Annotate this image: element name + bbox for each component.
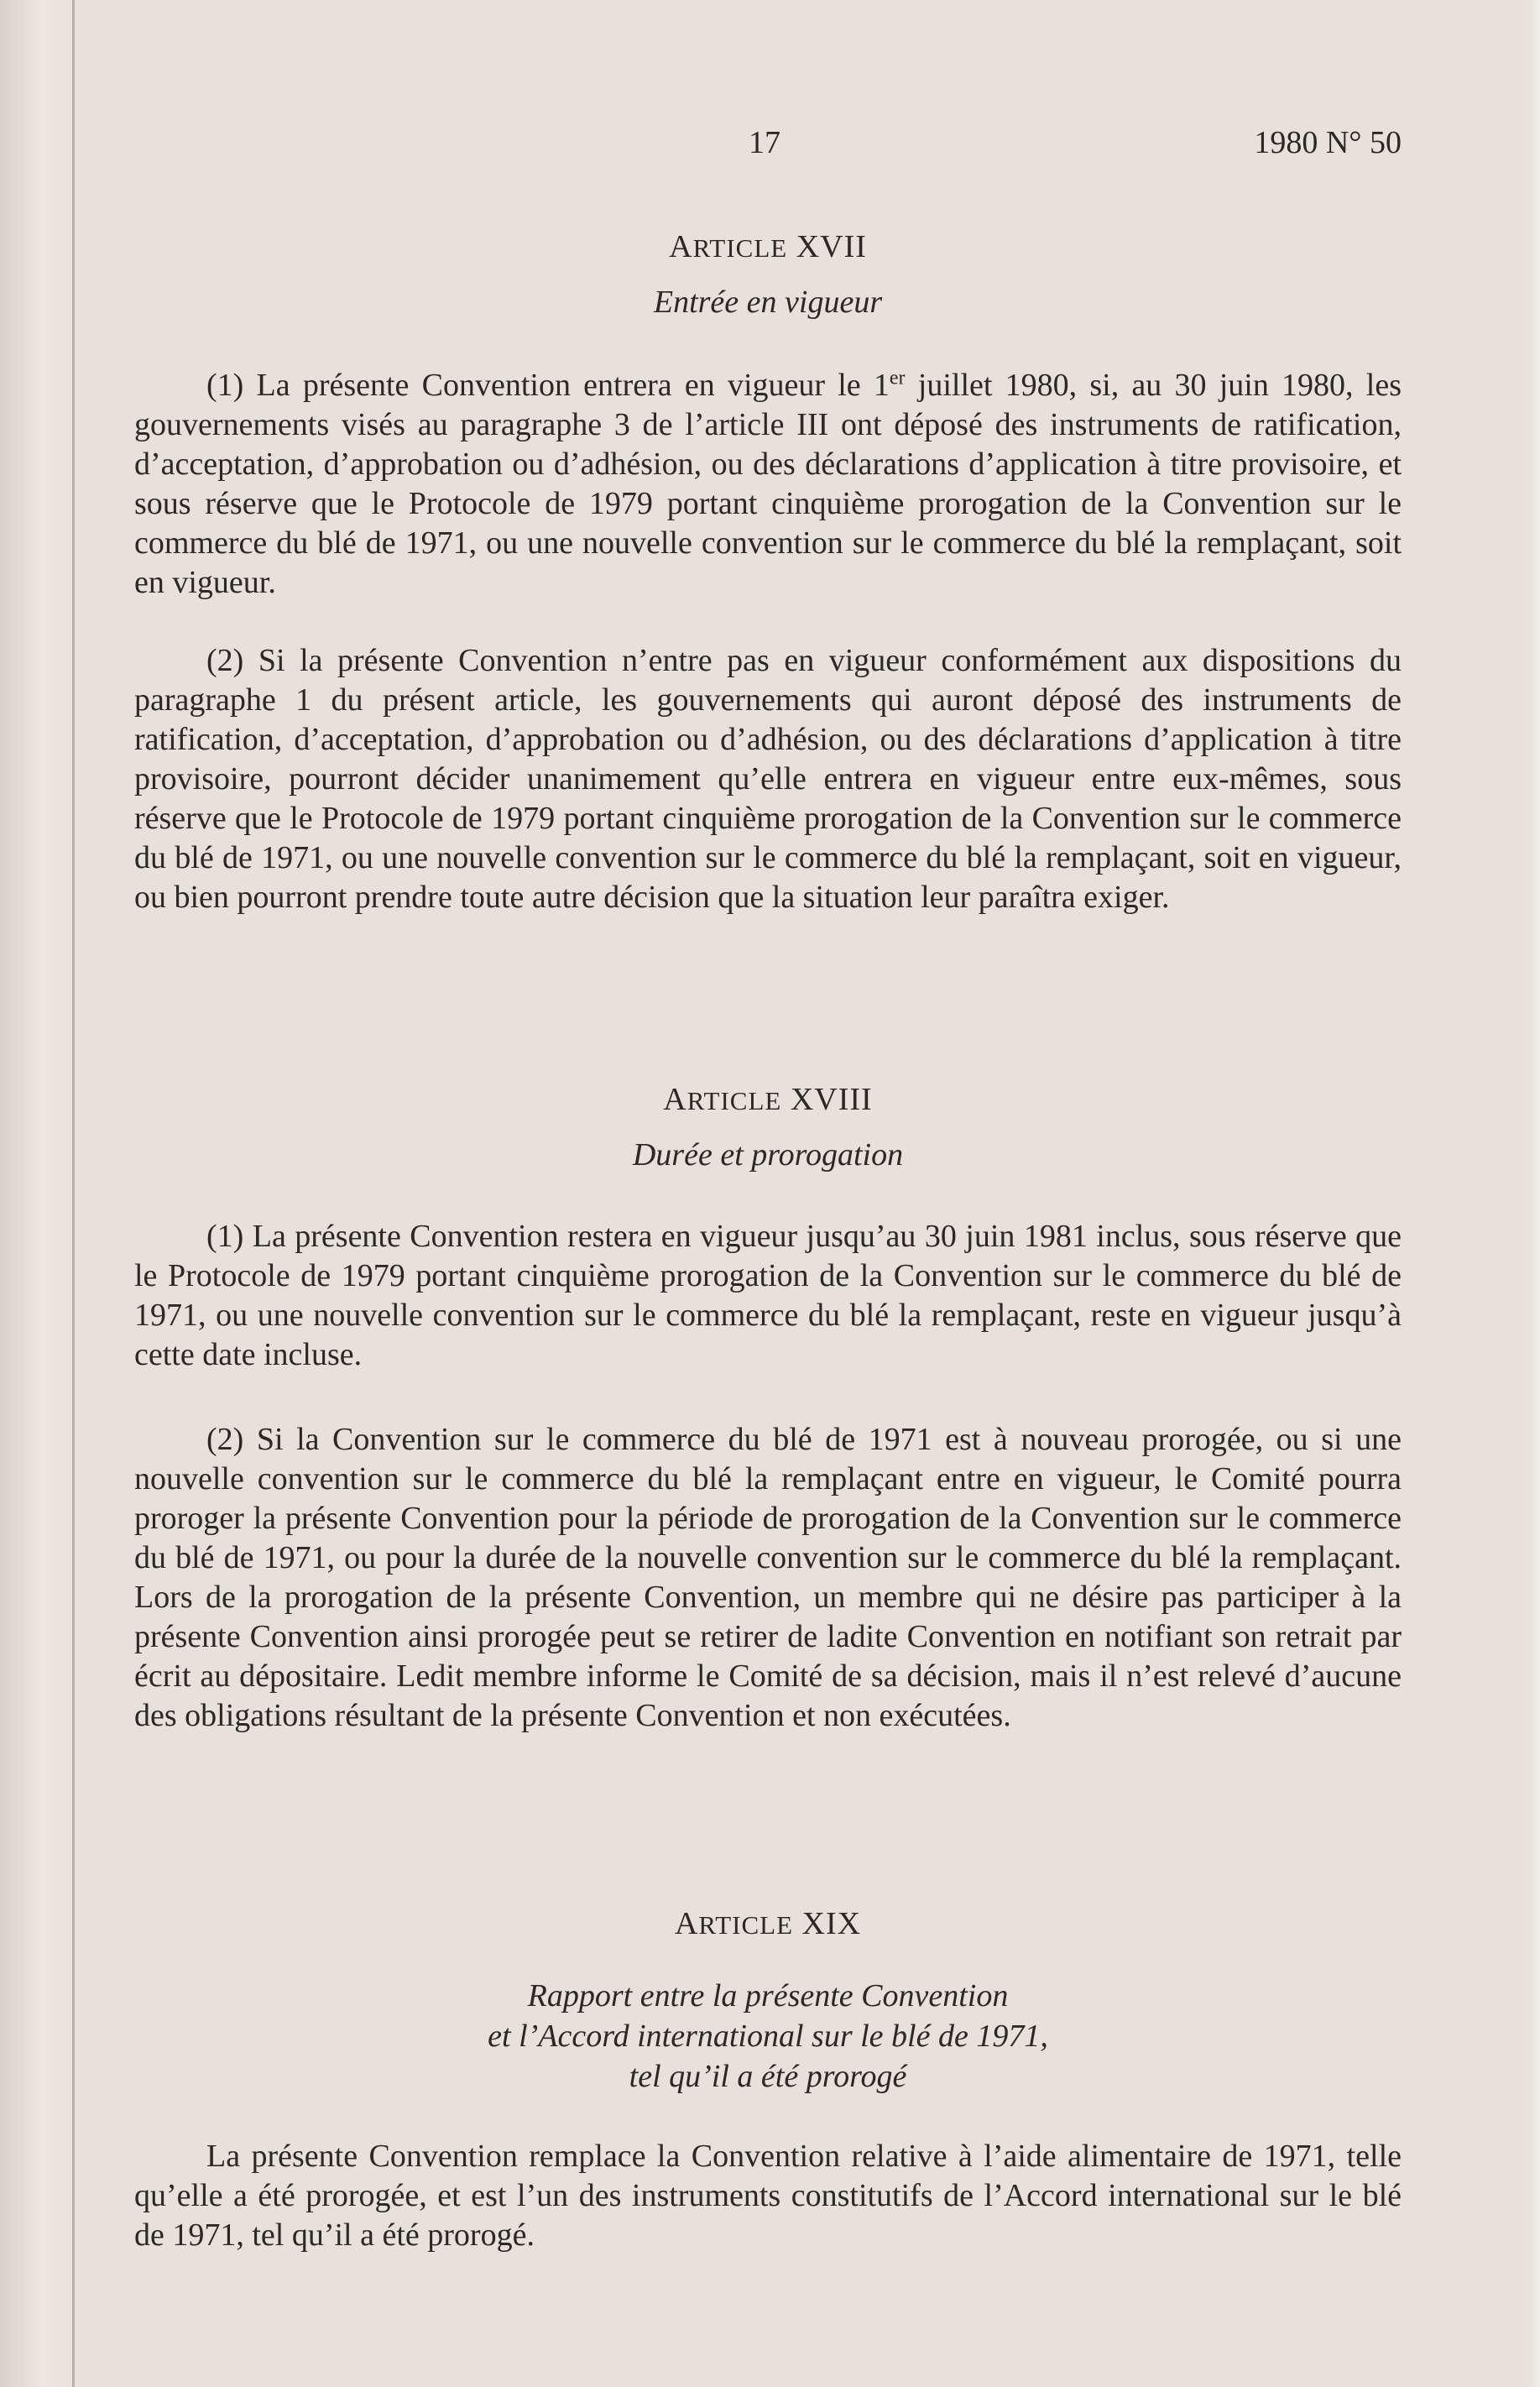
article-title: Durée et prorogation bbox=[632, 1137, 904, 1173]
article-heading bbox=[134, 1904, 1402, 1946]
article-paragraph: La présente Convention remplace la Convention relative à l’aide alimentaire de 1971, telle qu’elle a été prorogée, et est l’un des instruments constitutifs de l’Accord international sur le blé de 1971, tel qu’il a été prorogé. bbox=[134, 2139, 1402, 2253]
article-title-line: et l’Accord international sur le blé de 1971, bbox=[488, 2019, 1048, 2054]
document-number: 1980 N° 50 bbox=[1254, 125, 1402, 160]
article-numeral: XVII bbox=[796, 229, 867, 264]
article-heading bbox=[134, 1079, 1402, 1121]
article-label: ARTICLE bbox=[663, 1082, 782, 1117]
article-label: ARTICLE bbox=[669, 229, 788, 264]
article-title-block bbox=[134, 1976, 1402, 2097]
page-binding-edge bbox=[0, 0, 77, 2387]
article-xix bbox=[134, 1904, 1402, 2255]
article-numeral: XVIII bbox=[790, 1082, 873, 1117]
article-xvii bbox=[134, 227, 1402, 917]
article-paragraph: (2) Si la Convention sur le commerce du blé de 1971 est à nouveau prorogée, ou si une nouvelle convention sur le commerce du blé la remplaçant entre en vigueur, le Comité pourra proroger la présente Convention pour la période de prorogation de la Convention sur le commerce du blé de 1971, ou pour la durée de la nouvelle convention sur le commerce du blé la remplaçant. Lors de la prorogation de la présente Convention, un membre qui ne désire pas participer à la présente Convention ainsi prorogée peut se retirer de ladite Convention en notifiant son retrait par écrit au dépositaire. Ledit membre informe le Comité de sa décision, mais il n’est relevé d’aucune des obligations résultant de la présente Convention et non exécutées. bbox=[134, 1422, 1402, 1733]
running-header bbox=[134, 124, 1402, 175]
article-paragraph: (2) Si la présente Convention n’entre pas en vigueur conformément aux dispositions du paragraphe 1 du présent article, les gouvernements qui auront déposé des instruments de ratification, d’acceptation, d’approbation ou d’adhésion, ou des déclarations d’application à titre provisoire, pourront décider unanimement qu’elle entrera en vigueur entre eux-mêmes, sous réserve que le Protocole de 1979 portant cinquième prorogation de la Convention sur le commerce du blé de 1971, ou une nouvelle convention sur le commerce du blé la remplaçant, soit en vigueur, ou bien pourront prendre toute autre décision que la situation leur paraîtra exiger. bbox=[134, 643, 1402, 915]
article-xviii bbox=[134, 1079, 1402, 1736]
article-title-line: Rapport entre la présente Convention bbox=[527, 1978, 1009, 2014]
article-paragraph: (1) La présente Convention entrera en vigueur le 1er juillet 1980, si, au 30 juin 1980, les gouvernements visés au paragraphe 3 de l’article III ont déposé des instruments de ratification, d’acceptation, d’approbation ou d’adhésion, ou des déclarations d’application à titre provisoire, et sous réserve que le Protocole de 1979 portant cinquième prorogation de la Convention sur le commerce du blé de 1971, ou une nouvelle convention sur le commerce du blé la remplaçant, soit en vigueur. bbox=[134, 367, 1402, 600]
page-right-edge bbox=[1528, 0, 1540, 2387]
article-paragraph: (1) La présente Convention restera en vigueur jusqu’au 30 juin 1981 inclus, sous réserve que le Protocole de 1979 portant cinquième prorogation de la Convention sur le commerce du blé de 1971, ou une nouvelle convention sur le commerce du blé la remplaçant, reste en vigueur jusqu’à cette date incluse. bbox=[134, 1219, 1402, 1372]
article-heading bbox=[134, 227, 1402, 269]
article-numeral: XIX bbox=[801, 1906, 862, 1941]
page-number: 17 bbox=[749, 125, 780, 160]
article-label: ARTICLE bbox=[674, 1906, 794, 1941]
article-title: Entrée en vigueur bbox=[653, 285, 883, 320]
article-title-line: tel qu’il a été prorogé bbox=[629, 2059, 907, 2094]
binding-shadow-line bbox=[72, 0, 75, 2387]
document-page bbox=[134, 0, 1402, 2387]
